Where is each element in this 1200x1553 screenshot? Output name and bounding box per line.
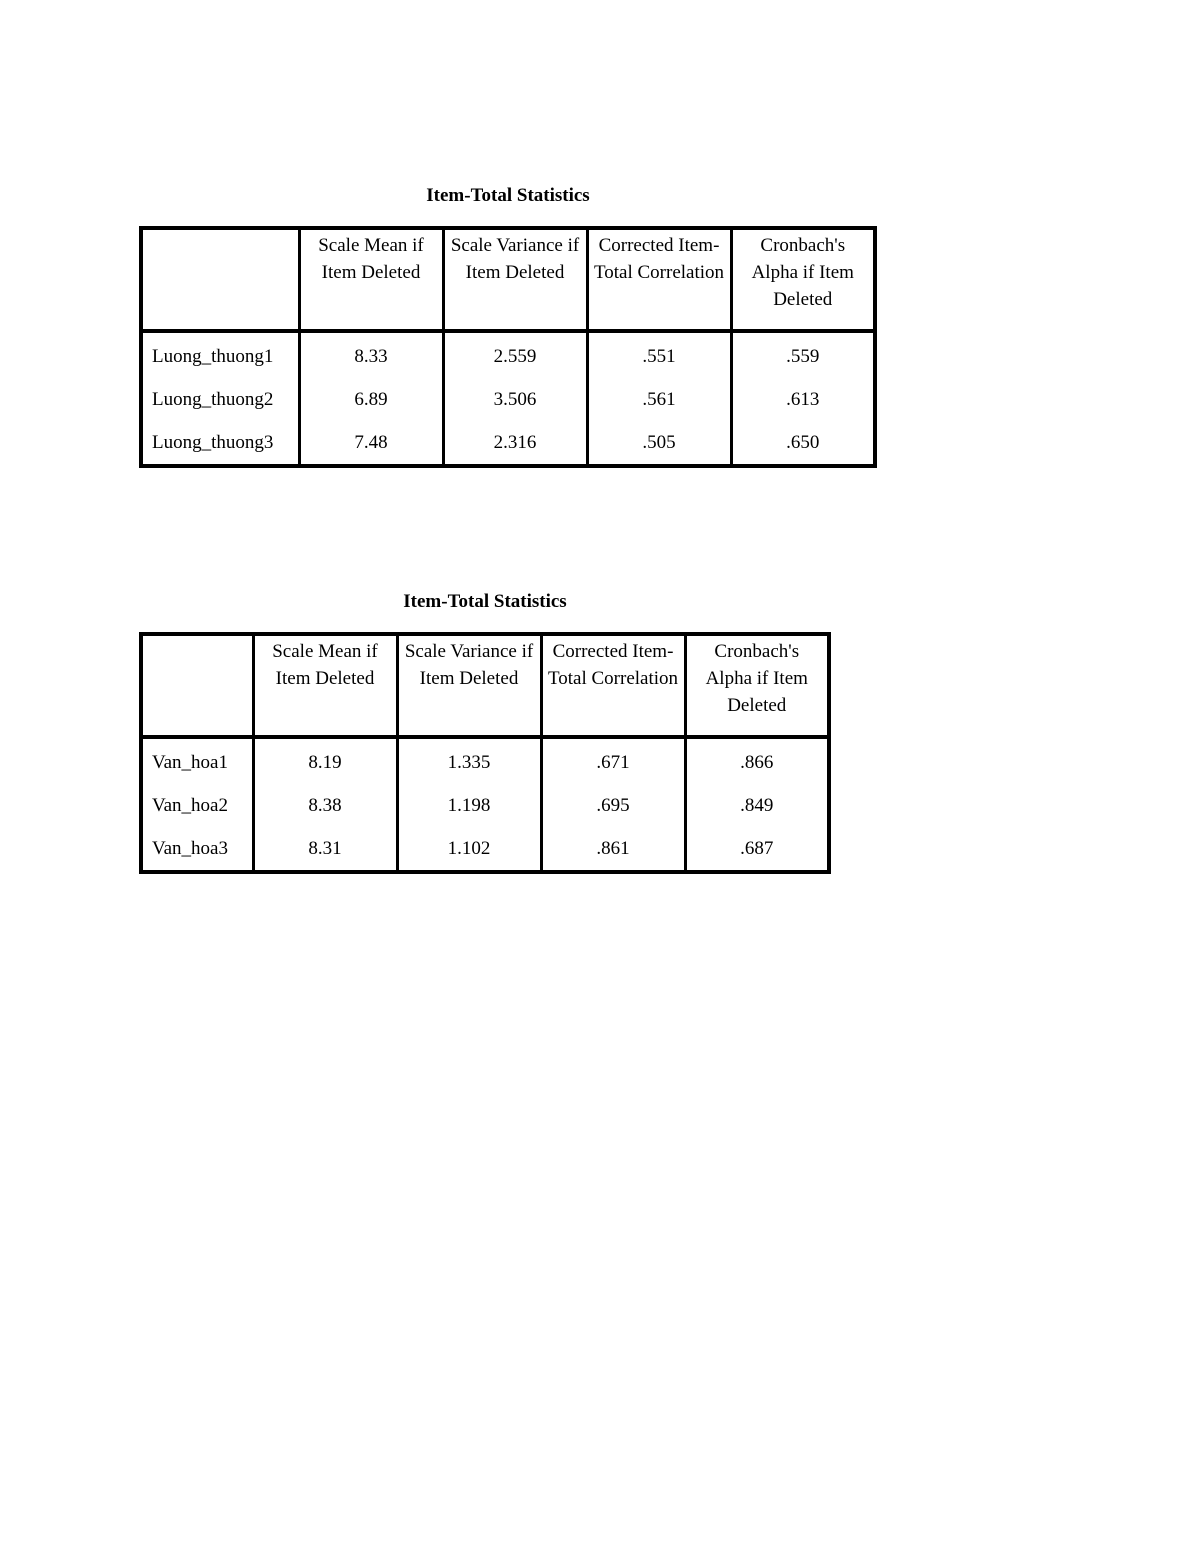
item-total-statistics-table-2 (139, 632, 831, 874)
cell-scale-variance: 2.316 (443, 421, 587, 466)
row-label: Van_hoa1 (152, 752, 228, 773)
header-scale-variance: Scale Variance if Item Deleted (397, 634, 541, 737)
table-header-row (141, 634, 829, 737)
cell-scale-mean: 8.38 (253, 784, 397, 827)
table-2-title: Item-Total Statistics (403, 591, 567, 612)
header-corrected-correlation: Corrected Item-Total Correlation (587, 228, 731, 331)
row-label: Van_hoa3 (152, 838, 228, 859)
cell-scale-variance: 1.198 (397, 784, 541, 827)
cell-corrected-correlation: .551 (587, 331, 731, 378)
header-scale-mean: Scale Mean if Item Deleted (299, 228, 443, 331)
table-row (141, 421, 875, 466)
cell-corrected-correlation: .861 (541, 827, 685, 872)
cell-corrected-correlation: .561 (587, 378, 731, 421)
header-cronbach-alpha: Cronbach's Alpha if Item Deleted (731, 228, 875, 331)
cell-corrected-correlation: .695 (541, 784, 685, 827)
cell-scale-mean: 8.31 (253, 827, 397, 872)
cell-cronbach-alpha: .559 (731, 331, 875, 378)
cell-scale-mean: 6.89 (299, 378, 443, 421)
cell-scale-mean: 7.48 (299, 421, 443, 466)
cell-scale-variance: 2.559 (443, 331, 587, 378)
cell-scale-mean: 8.19 (253, 737, 397, 784)
cell-scale-variance: 3.506 (443, 378, 587, 421)
table-row (141, 784, 829, 827)
table-row (141, 827, 829, 872)
table-row (141, 331, 875, 378)
header-cell-empty (141, 228, 299, 331)
cell-scale-mean: 8.33 (299, 331, 443, 378)
cell-scale-variance: 1.102 (397, 827, 541, 872)
row-label: Luong_thuong3 (152, 432, 274, 453)
header-scale-mean: Scale Mean if Item Deleted (253, 634, 397, 737)
row-label: Van_hoa2 (152, 795, 228, 816)
header-corrected-correlation: Corrected Item-Total Correlation (541, 634, 685, 737)
cell-scale-variance: 1.335 (397, 737, 541, 784)
cell-corrected-correlation: .505 (587, 421, 731, 466)
cell-cronbach-alpha: .866 (685, 737, 829, 784)
cell-cronbach-alpha: .849 (685, 784, 829, 827)
cell-cronbach-alpha: .613 (731, 378, 875, 421)
header-cronbach-alpha: Cronbach's Alpha if Item Deleted (685, 634, 829, 737)
cell-cronbach-alpha: .687 (685, 827, 829, 872)
row-label: Luong_thuong2 (152, 389, 274, 410)
cell-corrected-correlation: .671 (541, 737, 685, 784)
item-total-statistics-table-1 (139, 226, 877, 468)
table-row (141, 378, 875, 421)
table-header-row (141, 228, 875, 331)
cell-cronbach-alpha: .650 (731, 421, 875, 466)
table-row (141, 737, 829, 784)
table-1-title: Item-Total Statistics (426, 185, 590, 206)
header-cell-empty (141, 634, 253, 737)
row-label: Luong_thuong1 (152, 346, 274, 367)
header-scale-variance: Scale Variance if Item Deleted (443, 228, 587, 331)
